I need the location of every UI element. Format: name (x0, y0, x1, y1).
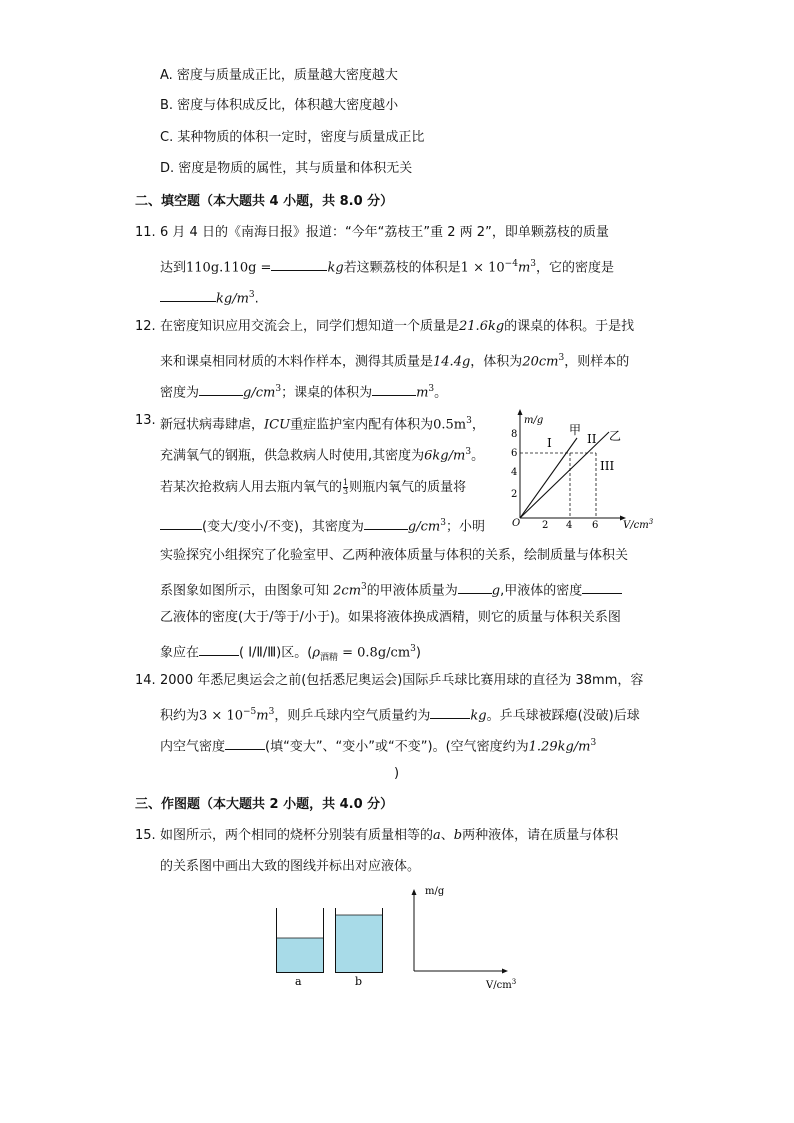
q11-value: 110g.110g = (186, 260, 272, 276)
q13-blank-5[interactable] (199, 643, 239, 656)
q13-exp: 3 (410, 644, 416, 654)
q13-line8 (160, 640, 421, 667)
q11-blank-1[interactable] (271, 258, 327, 271)
q13-text: ( Ⅰ/Ⅱ/Ⅲ)区。( (239, 645, 313, 661)
option-c: C. 某种物质的体积一定时，密度与质量成正比 (160, 130, 425, 145)
q13-blank-4[interactable] (582, 581, 622, 594)
q13-exp: 3 (466, 416, 472, 426)
q12-exp: 3 (275, 384, 282, 394)
q11-value: 1 × 10 (460, 260, 505, 276)
q15-number: 15. (135, 828, 156, 843)
q11-text: 达到 (160, 260, 187, 276)
section-3-title: 三、作图题（本大题共 2 小题，共 4.0 分） (135, 797, 394, 812)
q11-text: 若这颗荔枝的体积是 (343, 260, 461, 276)
q13-text: ,甲液体的密度 (500, 583, 583, 599)
q14-unit: m (256, 708, 269, 724)
option-b: B. 密度与体积成反比，体积越大密度越小 (160, 98, 399, 113)
line-yi-label: 乙 (609, 429, 622, 443)
q11-line1: 6 月 4 日的《南海日报》报道：“今年“荔枝王”重 2 两 2”，即单颗荔枝的质量 (160, 225, 609, 240)
q13-sub: 酒精 (319, 652, 338, 663)
y-axis-arrow (518, 409, 523, 415)
q13-line6 (160, 578, 622, 600)
y-tick: 4 (511, 467, 518, 478)
x-axis-label-sup: 3 (511, 978, 517, 986)
q13-value: = 0.8g/cm (338, 645, 411, 661)
q13-line5: 实验探究小组探究了化验室甲、乙两种液体质量与体积的关系，绘制质量与体积关 (160, 548, 629, 563)
q14-text: 积约为 (160, 708, 200, 724)
x-tick: 2 (542, 520, 549, 531)
q13-text: (变大/变小/不变)，其密度为 (202, 519, 364, 535)
q12-line3 (160, 380, 447, 402)
q14-blank-1[interactable] (430, 706, 470, 719)
region-3-label: III (600, 459, 615, 473)
q11-exp: 3 (248, 290, 255, 300)
x-axis-label-text: V/cm (486, 980, 512, 991)
q13-line7: 乙液体的密度(大于/等于/小于)。如果将液体换成酒精，则它的质量与体积关系图 (160, 610, 621, 625)
x-axis-label (623, 518, 654, 531)
origin-label: O (512, 518, 521, 529)
q13-text: 充满氧气的钢瓶，供急救病人时使用,其密度为 (160, 448, 425, 464)
q12-number: 12. (135, 319, 156, 334)
q14-value: 3 × 10 (199, 708, 243, 724)
q15-text: 两种液体，请在质量与体积 (462, 828, 619, 843)
q13-text: 系图象如图所示，由图象可知 (160, 583, 330, 599)
q11-unit: kg (327, 260, 344, 276)
q13-text: 象应在 (160, 645, 200, 661)
q12-text: ，体积为 (470, 354, 523, 370)
q13-value: 6kg/m (424, 448, 466, 464)
q13-unit: g (491, 583, 501, 599)
region-2-label: II (587, 432, 597, 446)
x-tick: 6 (592, 520, 599, 531)
q13-frac-num: 1 (343, 478, 349, 487)
option-d: D. 密度是物质的属性，其与质量和体积无关 (160, 161, 413, 176)
x-tick: 4 (566, 520, 573, 531)
y-tick: 2 (511, 489, 518, 500)
line-jia (520, 438, 577, 518)
beaker-a-label: a (295, 975, 302, 988)
q14-text: 。乒乓球被踩瘪(没破)后球 (486, 708, 640, 724)
q13-text: ；小明 (445, 519, 485, 535)
q11-exp: 3 (530, 259, 536, 269)
q13-blank-2[interactable] (364, 517, 408, 530)
beakers-figure (268, 882, 528, 994)
q14-line1: 2000 年悉尼奥运会之前(包括悉尼奥运会)国际乒乓球比赛用球的直径为 38mm，容 (160, 673, 644, 688)
q13-fraction (343, 479, 348, 496)
q15-text: 如图所示，两个相同的烧杯分别装有质量相等的 (160, 828, 434, 843)
q11-text: ，它的密度是 (536, 260, 615, 276)
q13-text: ) (415, 645, 421, 661)
q13-blank-1[interactable] (160, 517, 202, 530)
q14-line2 (160, 703, 640, 725)
q15-var: a (433, 828, 441, 843)
q14-text: (填“变大”、“变小”或“不变”)。(空气密度约为 (265, 739, 529, 755)
q13-rho: ρ (312, 645, 320, 661)
q14-line3 (160, 734, 596, 756)
q11-blank-2[interactable] (160, 289, 216, 302)
beaker-b-label: b (355, 975, 363, 988)
q13-value: ICU (264, 417, 291, 433)
q13-exp: 3 (361, 582, 367, 592)
q14-exp: −5 (243, 707, 257, 717)
q12-text: 的课桌的体积。于是找 (504, 319, 635, 334)
y-tick: 6 (511, 448, 518, 459)
q11-line3 (160, 286, 259, 308)
q13-text: 则瓶内氧气的质量将 (349, 480, 467, 495)
q13-value: 0.5m (433, 417, 467, 433)
q11-text: . (254, 291, 259, 307)
liquid-b (336, 915, 383, 972)
q15-text: 、 (440, 828, 454, 843)
q13-text: 若某次抢救病人用去瓶内氧气的 (160, 480, 343, 495)
q12-value: 14.4g (433, 354, 471, 370)
y-tick: 8 (511, 429, 518, 440)
q15-line1 (160, 827, 618, 845)
q13-text: 重症监护室内配有体积为 (290, 417, 434, 433)
x-axis-label-sup: 3 (648, 518, 654, 526)
q11-line2 (160, 255, 614, 277)
q11-unit: kg/m (216, 291, 249, 307)
density-graph (505, 405, 665, 533)
q11-unit: m (517, 260, 531, 276)
x-axis-arrow (502, 969, 508, 974)
q13-text: 新冠状病毒肆虐， (160, 417, 265, 433)
q12-line1 (160, 318, 634, 336)
q13-blank-3[interactable] (458, 581, 492, 594)
q13-text: ， (471, 417, 485, 433)
q12-text: 来和课桌相同材质的木料作样本，测得其质量是 (160, 354, 434, 370)
q13-line1 (160, 412, 485, 434)
q12-exp: 3 (558, 353, 565, 363)
q14-number: 14. (135, 673, 156, 688)
q12-text: 密度为 (160, 385, 200, 401)
q14-text: ，则乒乓球内空气质量约为 (274, 708, 431, 724)
q12-unit: g/cm (243, 385, 276, 401)
option-a: A. 密度与质量成正比，质量越大密度越大 (160, 68, 398, 83)
q13-line2 (160, 443, 484, 465)
q15-line2: 的关系图中画出大致的图线并标出对应液体。 (160, 859, 421, 874)
y-axis-label: m/g (425, 886, 445, 897)
q13-unit: g/cm (407, 519, 441, 535)
q12-text: ；课桌的体积为 (281, 385, 373, 401)
q12-exp: 3 (428, 384, 435, 394)
q13-text: 的甲液体质量为 (366, 583, 458, 599)
x-axis-label (485, 978, 516, 991)
q13-line4 (160, 514, 485, 536)
y-axis-label: m/g (524, 415, 544, 426)
q15-var: b (453, 828, 463, 843)
q13-value: 2cm (333, 583, 362, 599)
q14-unit: kg (470, 708, 487, 724)
q14-text: 内空气密度 (160, 739, 226, 755)
x-axis-label-text: V/cm (623, 520, 649, 531)
q13-exp: 3 (465, 447, 472, 457)
q12-blank-1[interactable] (199, 383, 243, 396)
liquid-a (277, 938, 324, 972)
q14-exp: 3 (590, 738, 597, 748)
q12-blank-2[interactable] (372, 383, 416, 396)
q14-value: 1.29kg/m (528, 739, 591, 755)
q13-number: 13. (135, 413, 156, 428)
q14-exp: 3 (268, 707, 275, 717)
q13-line3 (160, 479, 466, 497)
q12-text: ，则样本的 (564, 354, 630, 370)
q13-exp: 3 (440, 518, 446, 528)
q12-value: 21.6kg (459, 319, 505, 334)
q12-unit: m (416, 385, 429, 401)
q12-text: 在密度知识应用交流会上，同学们想知道一个质量是 (160, 319, 460, 334)
q13-text: 。 (471, 448, 485, 464)
q14-line4: ) (394, 766, 400, 781)
q12-text: 。 (434, 385, 448, 401)
q11-number: 11. (135, 225, 156, 240)
y-axis-arrow (412, 889, 417, 895)
q14-blank-2[interactable] (225, 737, 265, 750)
q12-line2 (160, 349, 629, 371)
q13-frac-den: 3 (343, 487, 349, 496)
line-jia-label: 甲 (569, 423, 582, 437)
section-2-title: 二、填空题（本大题共 4 小题，共 8.0 分） (135, 194, 394, 209)
q11-exp: −4 (504, 259, 518, 269)
q12-value: 20cm (522, 354, 559, 370)
region-1-label: I (547, 436, 552, 450)
